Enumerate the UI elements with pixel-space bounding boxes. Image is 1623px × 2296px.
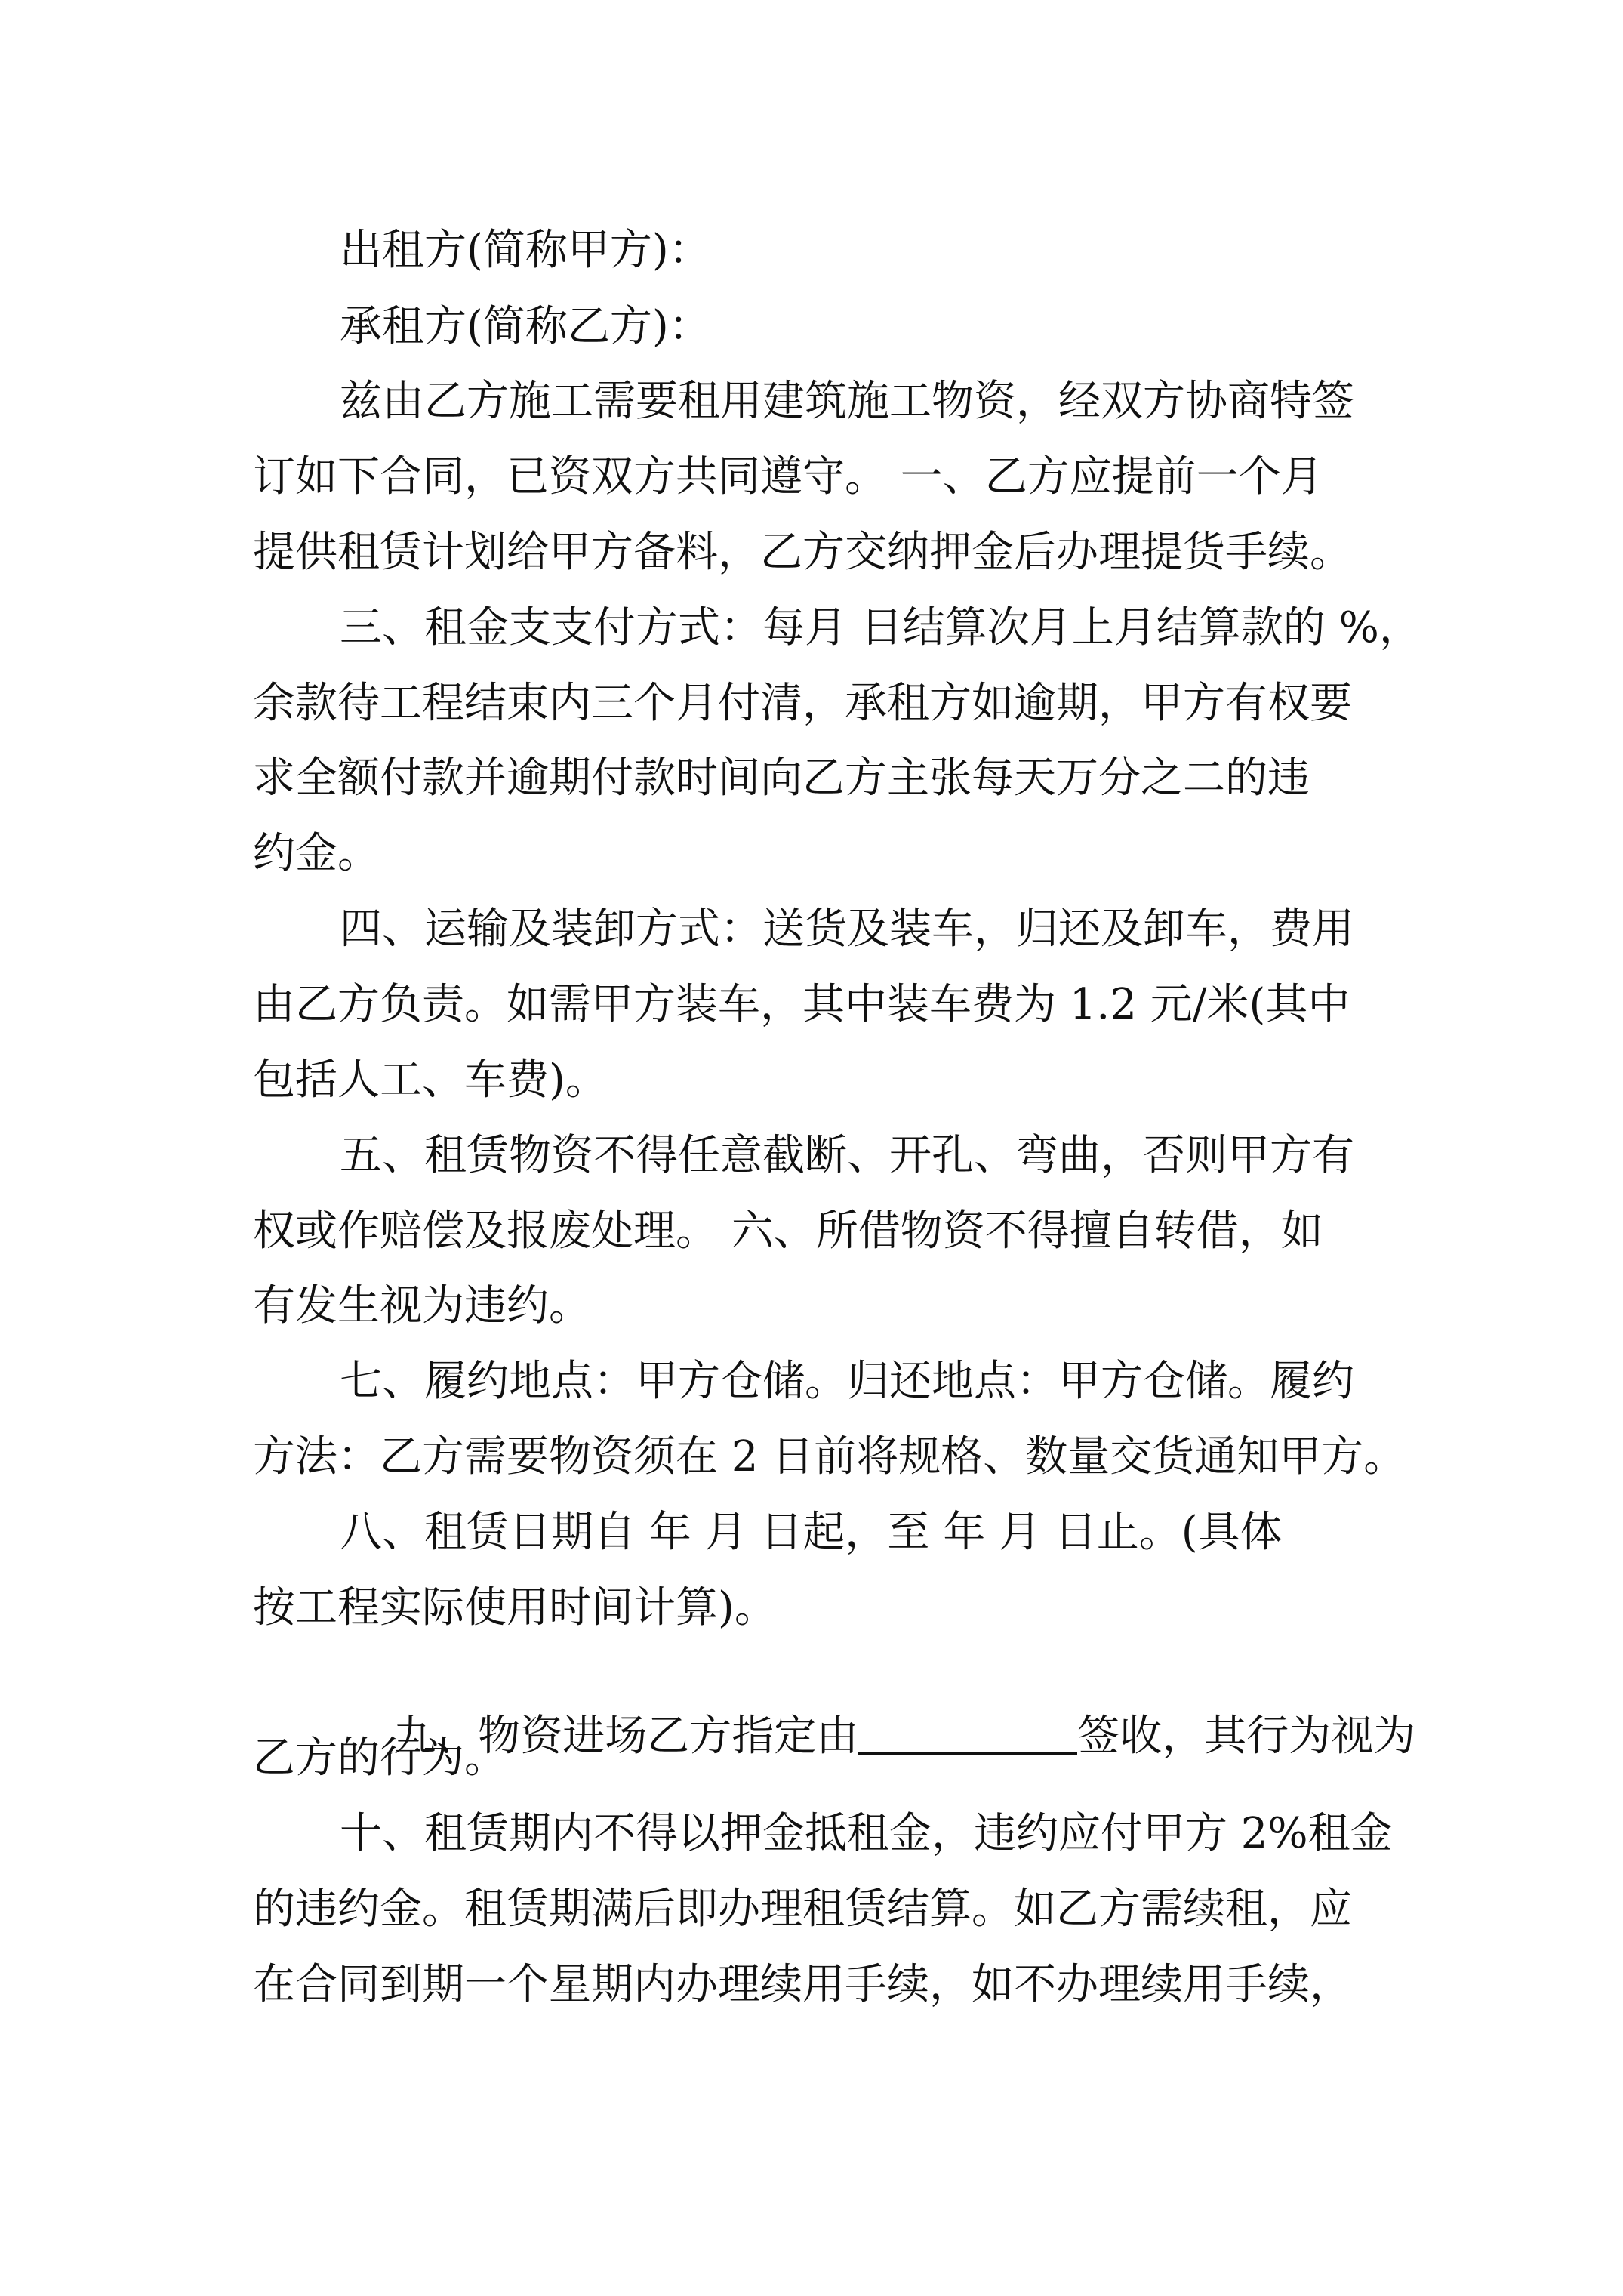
- text-line: [340, 1657, 1416, 1761]
- text-segment: 九、物资进场乙方指定由: [393, 1712, 859, 1761]
- text-line: 三、租金支支付方式：每月 日结算次月上月结算款的 %，: [340, 603, 1421, 652]
- text-line: 五、租赁物资不得任意截断、开孔、弯曲，否则甲方有: [340, 1131, 1354, 1180]
- text-line: 乙方的行为。: [253, 1734, 507, 1783]
- text-line: 八、租赁日期自 年 月 日起，至 年 月 日止。(具体: [340, 1508, 1283, 1557]
- text-line: 余款待工程结束内三个月付清，承租方如逾期，甲方有权要: [253, 679, 1352, 728]
- text-line: 约金。: [253, 829, 380, 878]
- text-line: 按工程实际使用时间计算)。: [253, 1583, 777, 1632]
- text-line: 四、运输及装卸方式：送货及装车，归还及卸车，费用: [340, 905, 1354, 954]
- text-line: 兹由乙方施工需要租用建筑施工物资，经双方协商特签: [340, 377, 1354, 426]
- text-segment: 签收，其行为视为: [1077, 1712, 1416, 1761]
- text-line: 在合同到期一个星期内办理续用手续，如不办理续用手续，: [253, 1960, 1352, 2009]
- text-line: 方法：乙方需要物资须在 2 日前将规格、数量交货通知甲方。: [253, 1432, 1406, 1481]
- text-line: 出租方(简称甲方)：: [340, 226, 711, 275]
- text-line: 有发生视为违约。: [253, 1281, 591, 1330]
- text-line: 由乙方负责。如需甲方装车，其中装车费为 1.2 元/米(其中: [253, 980, 1350, 1029]
- signature-blank: [858, 1710, 1077, 1755]
- text-line: 订如下合同，已资双方共同遵守。 一、乙方应提前一个月: [253, 452, 1323, 501]
- text-line: 求全额付款并逾期付款时间向乙方主张每天万分之二的违: [253, 754, 1310, 803]
- text-line: 的违约金。租赁期满后即办理租赁结算。如乙方需续租，应: [253, 1885, 1352, 1934]
- text-line: 包括人工、车费)。: [253, 1056, 608, 1105]
- text-line: 七、履约地点：甲方仓储。归还地点：甲方仓储。履约: [340, 1357, 1354, 1406]
- text-line: 提供租赁计划给甲方备料，乙方交纳押金后办理提货手续。: [253, 528, 1352, 577]
- text-line: 十、租赁期内不得以押金抵租金，违约应付甲方 2%租金: [340, 1809, 1393, 1858]
- text-line: 承租方(简称乙方)：: [340, 302, 711, 351]
- text-line: 权或作赔偿及报废处理。 六、所借物资不得擅自转借，如: [253, 1207, 1323, 1256]
